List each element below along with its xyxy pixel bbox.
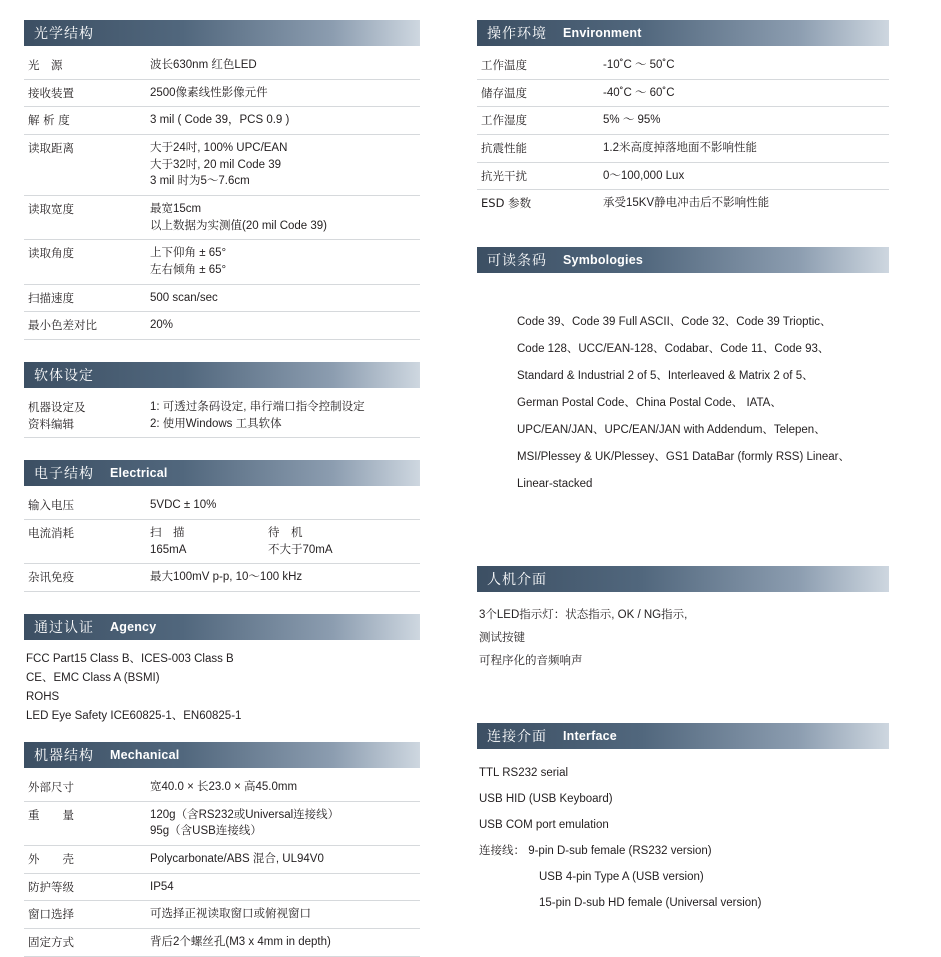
list-item: 连接线： 9-pin D-sub female (RS232 version) [479, 844, 712, 857]
row-value: 0～100,000 Lux [595, 162, 889, 190]
section-title-cn: 电子结构 [34, 466, 94, 483]
list-item: Standard & Industrial 2 of 5、Interleaved & Matrix 2 of 5、 [517, 370, 814, 383]
list-item: FCC Part15 Class B、ICES-003 Class B [26, 653, 234, 666]
row-value: IP54 [142, 873, 420, 901]
list-item: Linear-stacked [517, 478, 593, 491]
list-item: USB HID (USB Keyboard) [479, 793, 613, 806]
row-value: 最大100mV p-p, 10～100 kHz [142, 564, 420, 592]
spacer [477, 217, 889, 247]
table-row [24, 240, 420, 262]
section-title-en: Mechanical [110, 747, 180, 762]
section-header-environment [477, 20, 889, 46]
row-value: -40˚C ～ 60˚C [595, 79, 889, 107]
section-header-agency [24, 614, 420, 640]
table-row [477, 190, 889, 217]
section-title-en: Symbologies [563, 253, 643, 268]
list-item: UPC/EAN/JAN、UPC/EAN/JAN with Addendum、Telepen、 [517, 424, 826, 437]
section-header-software [24, 362, 420, 388]
list-item: MSI/Plessey & UK/Plessey、GS1 DataBar (formly RSS) Linear、 [517, 451, 850, 464]
row-value [142, 520, 420, 542]
table-row [24, 873, 420, 901]
table-row [24, 801, 420, 823]
table-row [477, 79, 889, 107]
section-title-cn: 机器结构 [34, 747, 94, 764]
row-value: 大于32吋, 20 mil Code 39 [150, 158, 282, 171]
section-title-cn: 光学结构 [34, 26, 94, 42]
row-key: 抗光干扰 [477, 162, 595, 190]
row-key-empty [24, 218, 142, 240]
section-title-cn: 可读条码 [487, 253, 547, 270]
row-value: Polycarbonate/ABS 混合, UL94V0 [142, 845, 420, 873]
table-row [24, 564, 420, 592]
table-row [24, 284, 420, 312]
row-value: 3 mil 时为5～7.6cm [142, 173, 420, 195]
row-value: 以上数据为实测值(20 mil Code 39) [142, 218, 420, 240]
list-item: 可程序化的音频响声 [479, 655, 583, 668]
section-header-electrical [24, 460, 420, 486]
list-item: 3个LED指示灯：状态指示, OK / NG指示, [479, 609, 688, 622]
table-row [24, 52, 420, 79]
row-value: 宽40.0 × 长23.0 × 高45.0mm [142, 774, 420, 801]
section-title-cn: 连接介面 [487, 729, 547, 746]
row-value: 波长630nm 红色LED [142, 52, 420, 79]
table-row [24, 774, 420, 801]
table-row [24, 79, 420, 107]
row-value: 背后2个螺丝孔(M3 x 4mm in depth) [142, 929, 420, 957]
optical-table [24, 52, 420, 340]
row-value: 20% [142, 312, 420, 340]
row-key: 外部尺寸 [24, 774, 142, 801]
row-value: 可选择正视读取窗口或俯视窗口 [142, 901, 420, 929]
spacer [24, 728, 420, 742]
electrical-table [24, 492, 420, 592]
row-key: 光 源 [24, 52, 142, 79]
row-value: 1: 可透过条码设定, 串行端口指令控制设定 [150, 401, 365, 414]
table-row [24, 845, 420, 873]
section-header-symbologies [477, 247, 889, 273]
software-table [24, 394, 420, 438]
table-row [24, 901, 420, 929]
section-title-en: Environment [563, 26, 642, 40]
list-item: German Postal Code、China Postal Code、 IATA、 [517, 397, 782, 410]
table-row [24, 196, 420, 218]
agency-list [24, 646, 420, 728]
list-item: USB COM port emulation [479, 818, 609, 831]
row-key: 接收装置 [24, 79, 142, 107]
table-row-cont [24, 218, 420, 240]
section-title-cn: 人机介面 [487, 572, 547, 589]
row-value: 1.2米高度掉落地面不影响性能 [595, 135, 889, 163]
interface-list [477, 755, 889, 918]
row-key: 读取角度 [28, 246, 74, 261]
table-row [24, 929, 420, 957]
table-row [24, 135, 420, 157]
table-row [24, 520, 420, 542]
row-value: 2: 使用Windows 工具软体 [142, 416, 420, 438]
table-row [477, 135, 889, 163]
left-column [24, 20, 420, 957]
table-row-cont [24, 262, 420, 284]
spacer [24, 592, 420, 614]
row-value-standby-current: 不大于70mA [268, 543, 333, 556]
list-item: LED Eye Safety ICE60825-1、EN60825-1 [26, 710, 242, 722]
row-key-empty [24, 173, 142, 195]
list-item: ROHS [26, 691, 60, 704]
table-row [477, 107, 889, 135]
section-header-interface [477, 723, 889, 749]
row-value-scan-current: 165mA [150, 543, 187, 556]
row-key: 解 析 度 [24, 107, 142, 135]
row-value: 大于24吋, 100% UPC/EAN [150, 142, 288, 155]
section-title-en: Interface [563, 729, 617, 744]
symbologies-list [477, 279, 889, 498]
row-key-empty [24, 157, 142, 174]
row-value-standby-label: 待 机 [268, 527, 303, 540]
table-row-cont [24, 542, 420, 564]
row-value: 500 scan/sec [142, 284, 420, 312]
row-key: 电流消耗 [28, 526, 74, 541]
table-row [477, 52, 889, 79]
list-item: USB 4-pin Type A (USB version) [539, 870, 704, 883]
row-value: 5VDC ± 10% [142, 492, 420, 519]
row-value: 承受15KV静电冲击后不影响性能 [603, 197, 770, 210]
row-key: 防护等级 [24, 873, 142, 901]
spacer [24, 340, 420, 362]
table-row [24, 107, 420, 135]
row-value: 最宽15cm [150, 203, 202, 216]
table-row [24, 394, 420, 416]
list-item: Code 39、Code 39 Full ASCII、Code 32、Code 39 Trioptic、 [517, 316, 832, 329]
row-key: 最小色差对比 [24, 312, 142, 340]
row-value-scan-label: 扫 描 [150, 527, 185, 540]
section-header-hmi [477, 566, 889, 592]
row-value: 5% ～ 95% [595, 107, 889, 135]
row-key: 重 量 [28, 807, 74, 822]
row-key-empty [24, 542, 142, 564]
row-value [142, 542, 420, 564]
row-key: 读取宽度 [28, 202, 74, 217]
row-key: 储存温度 [477, 79, 595, 107]
section-title-cn: 软体设定 [34, 368, 94, 385]
row-value: -10˚C ～ 50˚C [595, 52, 889, 79]
mechanical-table [24, 774, 420, 957]
hmi-list [477, 598, 889, 675]
row-key-empty [24, 262, 142, 284]
section-header-mechanical [24, 742, 420, 768]
row-key: 杂讯免疫 [24, 564, 142, 592]
table-row [24, 312, 420, 340]
row-key: 抗震性能 [477, 135, 595, 163]
spacer [477, 498, 889, 566]
section-title-en: Electrical [110, 466, 168, 481]
list-item: 15-pin D-sub HD female (Universal version) [539, 896, 762, 909]
table-row-cont [24, 173, 420, 195]
spacer [477, 675, 889, 723]
table-row [24, 492, 420, 519]
section-title-cn: 操作环境 [487, 26, 547, 42]
row-key: 工作温度 [477, 52, 595, 79]
list-item: CE、EMC Class A (BSMI) [26, 672, 160, 685]
row-value: 左右倾角 ± 65° [142, 262, 420, 284]
row-key: ESD 参数 [481, 196, 532, 211]
row-key: 固定方式 [24, 929, 142, 957]
table-row-cont [24, 823, 420, 845]
list-item: Code 128、UCC/EAN-128、Codabar、Code 11、Code 93、 [517, 343, 830, 356]
row-value: 95g（含USB连接线） [142, 823, 420, 845]
row-value: 3 mil ( Code 39，PCS 0.9 ) [142, 107, 420, 135]
row-key: 资料编辑 [24, 416, 142, 438]
row-key: 工作湿度 [477, 107, 595, 135]
list-item: TTL RS232 serial [479, 767, 569, 780]
right-column [477, 20, 889, 918]
row-value: 上下仰角 ± 65° [150, 247, 227, 260]
row-key: 窗口选择 [24, 901, 142, 929]
row-key: 读取距离 [28, 141, 74, 156]
row-key-empty [24, 823, 142, 845]
row-key: 机器设定及 [28, 400, 86, 415]
section-header-optical [24, 20, 420, 46]
spacer [24, 438, 420, 460]
table-row-cont [24, 157, 420, 174]
table-row-cont [24, 416, 420, 438]
list-item: 测试按键 [479, 632, 525, 645]
environment-table [477, 52, 889, 217]
row-key: 输入电压 [24, 492, 142, 519]
section-title-en: Agency [110, 620, 157, 635]
section-title-cn: 通过认证 [34, 620, 94, 637]
table-row [477, 162, 889, 190]
row-value: 120g（含RS232或Universal连接线） [150, 808, 340, 821]
row-key: 扫描速度 [24, 284, 142, 312]
row-key: 外 壳 [24, 845, 142, 873]
row-value: 2500像素线性影像元件 [142, 79, 420, 107]
